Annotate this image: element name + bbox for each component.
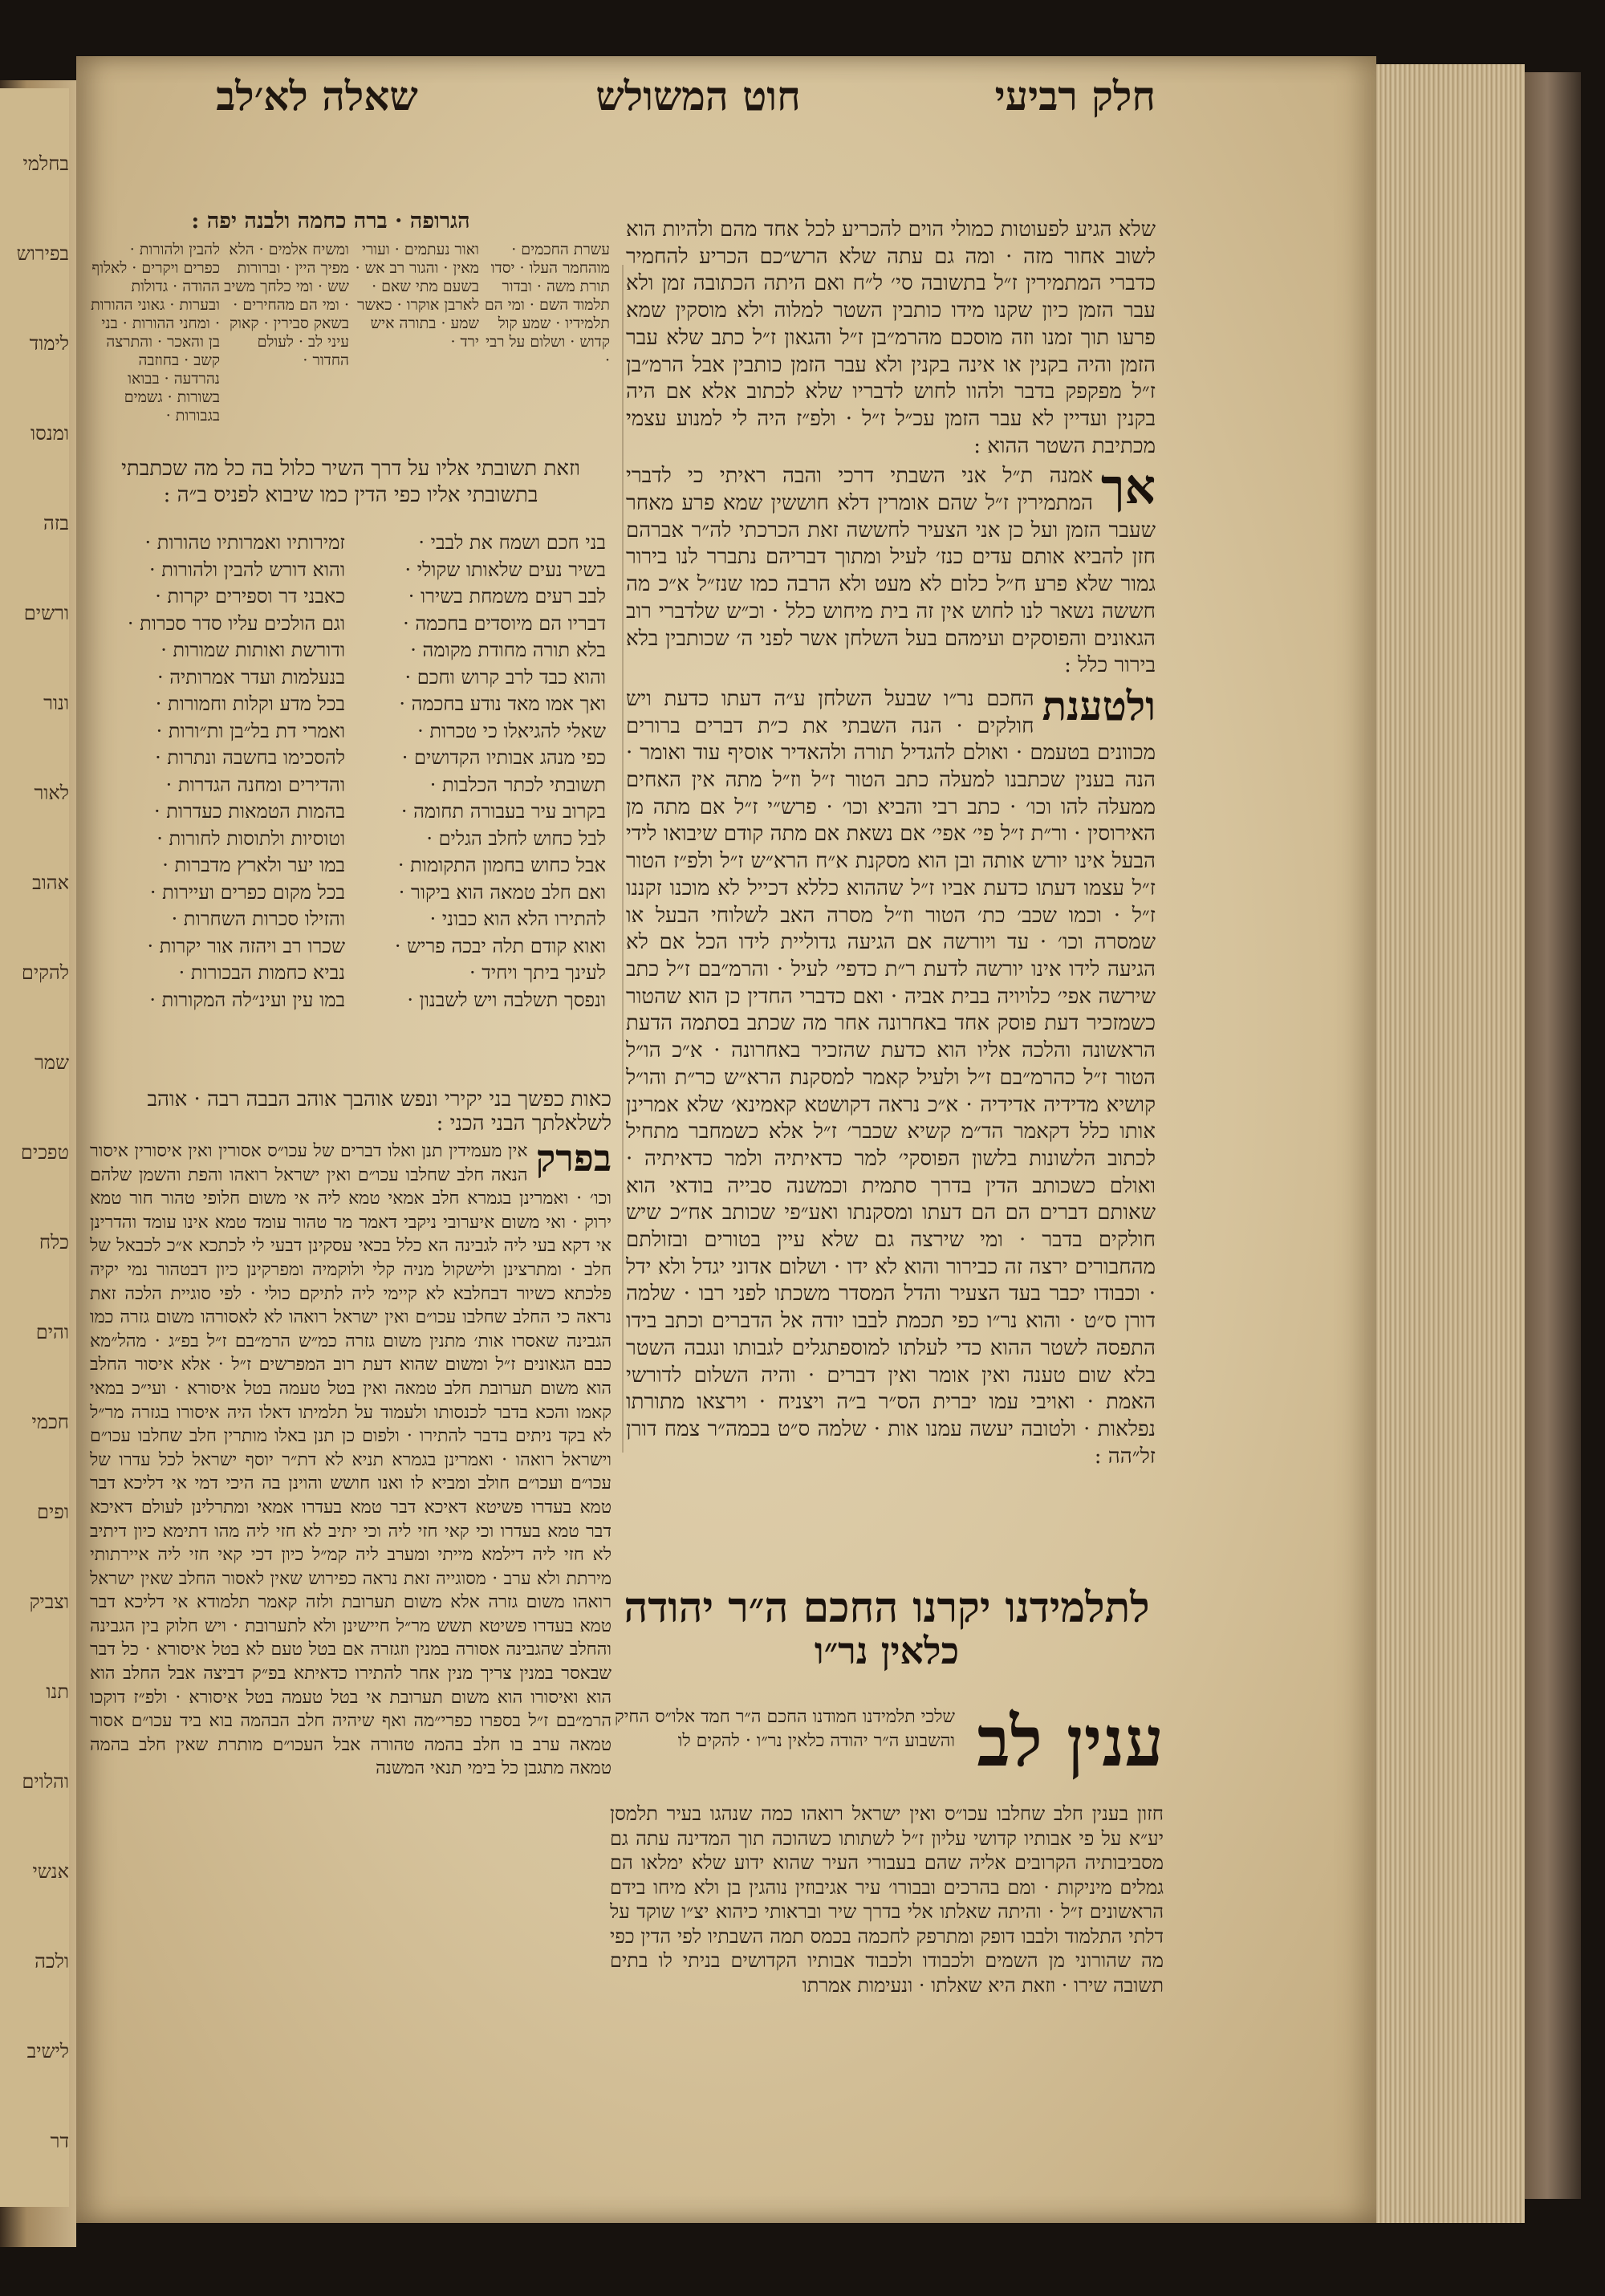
drop-word-bperek: בפרק bbox=[535, 1140, 612, 1180]
poem-line: בהמות הטמאות כעדרות · bbox=[153, 800, 345, 823]
letter-intro: שלכי תלמידנו חמודנו החכם ה״ר חמד אלו״ס החיק והשבוע ה״ר יהודה כלאין נר״ו · להקים לו bbox=[614, 1707, 955, 1751]
poem-line: במו יער ולארץ מדברות · bbox=[162, 854, 345, 876]
left-page-fragment: לימוד bbox=[29, 332, 69, 355]
left-page-fragment: והים bbox=[35, 1321, 69, 1343]
left-page-fragment: ומנסו bbox=[30, 422, 69, 445]
section-title: ענין לב bbox=[977, 1701, 1164, 1782]
left-page-fragment: תנו bbox=[46, 1680, 69, 1703]
column-divider bbox=[622, 265, 624, 1453]
left-body-text: אין מעמידין תנן ואלו דברים של עכו״ס אסורין ואין איסורין איסור הנאה חלב שחלבו עכו״ם ואין ישראל רואהו והפת והשמן שלהם וכו׳ · ואמרינן בגמרא חלב אמאי טמא ליה אי משום חלופי טהור חור טמא ירוק · ואי משום איערובי ניקבי דאמר מר טהור עומד טמא אינו עומד והדרינן אי דקא בעי ליה לגבינה הא כלל בכאי עסקינן דבעי לי לכתכא א״כ לכבאל של חלב · ומתרצינן ולישקול מניה קלי ולוקמיה ומפרקינן כיון דבטהור נמי יקיה פלכתא כשיור דבחלבא לא קיימי ליה לתיקם כולי · לפי סוגיית הלכה זאת נראה כי החלב שחלבו עכו״ם ואין ישראל רואהו לא לאסורהו משום גזרה כמו הגבינה שאסרו אות׳ מתנין משום גזרה כמ״ש הרמ״בם ז״ל בפ״ג · מהל״מא כבם הגאונים ז״ל ומשום שהוא דעת רוב המפרשים ז״ל · אלא איסור החלב הוא משום תערובת חלב טמאה ואין בטל טעמה בטל איסורא · ועי״כ במאי קאמו והכא בדבר לכנסותו ולעמוד על תלמיתו דאלו היה איסורו בגזרה מר״ל לא בקד ניתים בדבר להתירו · ולפום כן תנן באלו מותרין חלב שחלבו עכו״ם וישראל רואהו · ואמרינן בגמרא תניא לא דת״ר יוסף ישראל לכל עדרו של עכו״ם ועכו״ם חולב ומביא לו ואנו חושש והוינן בה היכי דמי אי דליכא דבר טמא בעדרו פשיטא דאיכא דבר טמא בעדרו אמאי ומתרלינן לעולם דאיכא דבר טמא בעדרו וכי קאי חזי ליה וכי יתיב לא חזי ליה מהו דתימא כיון דיתיב לא חזי ליה דילמא מייתי ומערב ליה קמ״ל כיון דכי קאי חזי ליה איירתותי מירתת ולא ערב · מסוגייה זאת נראה כפירוש שאין לאסור החלב שאין ישראל רואהו משום גזרה אלא משום תערובת ולזה קאמר תלמודא אי דליכא דבר טמא בעדרו פשיטא תשש מר״ל חיישינן ולא לתערובת · ויש חלוק בין הגבינה והחלב שהגבינה אסורה במנין וזגזרה אם בטל טעם לא בטל איסורא · כל דבר שבאסר במנין צריך מנין אחר להתירו כדאיתא בפ״ק דביצה אבל החלב הוא הוא ואיסורו הוא משום תערובת אי בטל טעמה בטל איסורא · ולפ״ז דוקכו הרמ״בם ז״ל בספרו כפרי״מה ואף שיהיה חלב הבהמה בוא ביד עכו״ם אסור טמאה ערב בו חלב בהמה טהורה אבל העכו״ם מותרת שאין חלב בהמה טמאה מתגבן כל בימי תנאי המשנה bbox=[90, 1141, 612, 1779]
poem-line: להתירו הלא הוא כבוני · bbox=[429, 908, 606, 930]
poem-line: בנעלמות ועדר אמרותיה · bbox=[156, 665, 345, 689]
poem-line: תשובתי לכתר הכלבות · bbox=[429, 773, 606, 796]
poem-line: כאבני דר וספירים יקרות · bbox=[155, 585, 345, 608]
poem-line: נביא כחמות הבכורות · bbox=[178, 961, 345, 984]
book-cover-edge bbox=[1525, 72, 1581, 2199]
signature-block: ומשיח אלמים · הלא מפיך היין · וברורות שש · ומי כלחך משיב · ומי הם מהחירים · בשאק סבירין · קאוק עיני לב · לעולם החדור · bbox=[224, 241, 349, 369]
poem-line: בקרוב עיר בעבורה תחומה · bbox=[400, 800, 606, 823]
poem-line: זמירותיו ואמרותיו טהורות · bbox=[144, 531, 345, 554]
left-page-fragment: בפירוש bbox=[16, 242, 69, 265]
right-column bbox=[626, 217, 1156, 1501]
left-page-fragment: כלח bbox=[39, 1231, 69, 1254]
poem-heading: הגרופה · ברה כחמה ולבנה יפה : bbox=[191, 209, 470, 234]
left-page-fragment: לאור bbox=[34, 782, 69, 804]
poem-line: ונפסך תשלבה ויש לשבנון · bbox=[407, 988, 606, 1011]
poem-line: במו עין ועינ״לה המקורות · bbox=[149, 988, 345, 1011]
header-question-number: שאלה לא׳לב bbox=[216, 72, 418, 120]
poem-line: בכל מדע וקלות וחמורות · bbox=[155, 693, 345, 715]
header-book-title: חוט המשולש bbox=[595, 72, 801, 120]
left-page-fragment: להקים bbox=[21, 961, 69, 984]
paragraph-2-text: אמנה ת״ל אני השבתי דרכי והבה ראיתי כי לדברי המתמירין ז״ל שהם אומרין דלא חוששין שמא פרע מאחר שעבר הזמן ועל כן אני הצעיר לחששה זאת הכרכתי לה״ר אברהם חזן להביא אותם עדים כנז׳ לעיל ומתוך דבריהם נתברר לנו בירור גמור שלא פרע ח״ל כלום לא מעט ולא הרבה כמו שנז״ל א״כ מה חששה נשאר לנו לחוש אין זה בית מיחוש כלל · וכ״ש שלדברי רוב הגאונים והפוסקים ועימהם בעל השלחן אשר לפני ה׳ שכותבין בלא בירור כלל : bbox=[626, 464, 1156, 678]
poem-line: ואמרי דת בל״בן ות״ורות · bbox=[156, 719, 345, 742]
left-page-fragment: בחלמי bbox=[22, 152, 69, 175]
left-column-body bbox=[90, 1140, 612, 2119]
left-page-fragment: טפכים bbox=[20, 1141, 69, 1164]
poem-line: לבל כחוש לחלב הגלים · bbox=[426, 827, 606, 850]
poem-line: ואוא קודם תלה יבכה פריש · bbox=[394, 934, 606, 957]
letter-text: חזון בענין חלב שחלבו עכו״ס ואין ישראל רואהו כמה שנהגו בעיר תלמסן יע״א על פי אבותיו קדושי עליון ז״ל לשתותו כשהוכה תוך המדינה עתה גם מסביבותיה הקרובים אליה שהם בעבורי העיר שהוא ידוע שלא ימלאו הם גמלים מיניקות · ומם בהרכים ובבורו׳ עיר אגיבוזין נוהגין בן ולא מיחו בידם הראשונים ז״ל · והיתה שאלתו אלי בדרך שיר ובראותי כיהוא יצ״ו שוקד על דלתי התלמוד ולבבו דופק ומתרפק לחכמה בכמס תמה השבתיו לפי הדין כפי מה שהורוני מן השמים ולכבודו ולכבוד אבותיו הקדושים בניתי לו בתים תשובה שירו · וזאת היא שאלתו · ונעימות אמרתו bbox=[610, 1802, 1164, 1997]
left-page-fragment: ולכה bbox=[35, 1950, 69, 1973]
reply-intro: וזאת תשובתי אליו על דרך השיר כלול בה כל מה שכתבתי בתשובתי אליו כפי הדין כמו שיבוא לפניס ב״ה : bbox=[121, 457, 580, 507]
poem-line: אבל כחוש בחמון התקומות · bbox=[397, 854, 606, 876]
drop-word-ach: אך bbox=[1101, 459, 1156, 516]
signature-block: ואור נעתמים · ועורי מאין · והגור רב אש · בשעם מתי שאם · לארבן אוקרו · כאשר שמע · בתורה איש ירד · bbox=[355, 241, 479, 351]
dedication-line-2: כלאין נר״ו bbox=[814, 1629, 960, 1673]
left-page-fragment: לישיב bbox=[26, 2040, 69, 2062]
poem-right-half bbox=[357, 530, 606, 1083]
poem-line: והוא דורש להבין ולהורות · bbox=[149, 558, 345, 581]
left-page-fragment: ופים bbox=[37, 1501, 69, 1523]
poem-line: לעינך ביתך ויחיד · bbox=[469, 961, 606, 984]
signature-grid bbox=[90, 241, 612, 433]
poem-left-half bbox=[96, 530, 345, 1083]
left-page-fragment: דר bbox=[50, 2130, 69, 2152]
poem-line: ודורשת ואותות שמורות · bbox=[160, 639, 345, 661]
left-page-fragment: שמר bbox=[34, 1051, 69, 1074]
right-column-paragraph-2 bbox=[626, 459, 1156, 680]
left-page-fragment: אנשי bbox=[32, 1860, 69, 1883]
right-column-intro: שלא הגיע לפעוטות כמולי הוים להכריע לכל אחד מהם ולהיות הוא לשוב אחור מזה · ומה גם עתה שלא הרש״כם הכריע להחמיר כדברי המתמירין ז״ל בתשובה סי׳ ל״ח ואם היתה הכתובה זמן ולא עבר הזמן כיון שקנו מידו כותבין השטר למלוה ולא מוסקין שמא פרעו תוך זמנו וזה מוסכם מהרמ״בן ז״ל והגאון ז״ל כתב שלא עבר הזמן והיה בקנין או אינה בקנין ולא עבר הזמן כותבין אבל הרמ״בן ז״ל מפקפק בדבר ולהוו לחוש לדבריו שלא לכתוב אלא אם היה בקנין ועדיין לא עבר הזמן עכ״ל ז״ל · ולפ״ז היה לי למנוע עצמי מכתיבת השטר ההוא : bbox=[626, 217, 1156, 458]
right-column-paragraph-3 bbox=[626, 681, 1156, 1470]
header-part: חלק רביעי bbox=[994, 72, 1156, 120]
left-page-fragment: ורשים bbox=[23, 602, 69, 624]
signature-block: להבין ולהורות · כפרים ויקרים · לאלוף ההודה · גדולות ובערות · גאוני ההורות · ומחני ההורות · בני בן והאכר · והתרצה קשב · בחוזבה נהרדעה · בבואו בשורות · גשמים בגבורות · bbox=[91, 241, 220, 425]
poem-line: להסכימו בחשבה ונתרות · bbox=[155, 746, 345, 769]
poem-line: דבריו הם מיוסדים בחכמה · bbox=[403, 612, 606, 635]
poem-line: בכל מקום כפרים ועיירות · bbox=[149, 880, 345, 904]
poem-line: בשיר נעים שלאותו שקולי · bbox=[404, 558, 606, 581]
dedication-line-1: לתלמידנו יקרנו החכם ה״ר יהודה bbox=[624, 1583, 1150, 1632]
left-page-fragment: וצביק bbox=[29, 1591, 69, 1613]
poem-line: והוא כבד לרב קרוש וחכם · bbox=[404, 665, 606, 689]
left-page-fragment: אהוב bbox=[32, 872, 69, 894]
poem-line: ואם חלב טמאה הוא ביקור · bbox=[398, 880, 606, 904]
drop-word-ultaanat: ולטענת bbox=[1042, 681, 1156, 729]
poem-line: כפי מנהג אבותיו הקדושים · bbox=[401, 746, 606, 769]
poem-line: בלא תורה מחודת מקומה · bbox=[410, 639, 606, 661]
poem-line: וגם הולכים עליו סדר סכרות · bbox=[127, 612, 345, 635]
signature-block: עשרת החכמים · מוהחמר העלו · יסדו תורת משה · ובדור תלמוד השם · ומי הם תלמידיו · שמע קול קדוש · ושלום על רבי · bbox=[484, 241, 610, 369]
dedication-heading bbox=[610, 1585, 1164, 1672]
left-page-edge bbox=[0, 88, 69, 2207]
poem-line: בני חכם ושמח את לבבי · bbox=[418, 531, 606, 554]
left-page-fragment: חכמי bbox=[31, 1411, 69, 1433]
poem-line: שאלי להגיאלו כי טכרות · bbox=[417, 719, 606, 742]
poem-line: לבב רעים משמחת בשירו · bbox=[408, 585, 606, 608]
left-page-fragment: ונור bbox=[43, 692, 69, 714]
page-block-edge bbox=[1376, 64, 1525, 2223]
left-page-fragment: בזה bbox=[43, 512, 69, 534]
poem-closing: כאות כפשך בני יקירי ונפש אוהבך אוהב הבבה רבה · אוהב לשלאלתך הבני הכני : bbox=[147, 1087, 612, 1136]
left-page-fragment: והלוים bbox=[22, 1770, 69, 1793]
poem-line: והזילו סכרות השחרות · bbox=[171, 908, 345, 930]
poem-line: ואך אמו מאד נודע בחכמה · bbox=[399, 693, 606, 715]
paragraph-3-text: החכם נר״ו שבעל השלחן ע״ה דעתו כדעת ויש חולקים · הנה השבתי את כ״ת דברים ברורים מכוונים בטעמם · ואולם להגדיל תורה ולהאדיר אוסיף עוד ואומר · הנה בענין שכתבנו למעלה כתב הטור ז״ל וז״ל מתה אין האחים ממעלה להו וכו׳ · כתב רבי והביא וכו׳ · פרש״י ז״ל אם מתה מן האירוסין · ור״ת ז״ל פי׳ אפי׳ אם נשאת אם מתה קודם שיבואו לידי הבעל אינו יורש אותה ובן הוא מסקנת א״ח הרא״ש ז״ל ולפ״ז הטור ז״ל עצמו דעתו כדעת אביו ז״ל שההוא כללא דכייל לא מוכנו זקננו ז״ל · וכמו שכב׳ כת׳ הטור וז״ל מסרה האב לשלוחי הבעל או שמסרה וכו׳ · עד ויורשה אם הגיעה גדוליית לידו הכל אם לא הגיעה לידו אינו יורשה לדעת ר״ת כדפי׳ לעיל · והרמ״בם ז״ל כתב שירשה אפי׳ כלויויה בבית אביה · ואם כדברי החדין כן הוא שהטור כשמזכיר דעת פוסק אחד באחרונה אחר מה שכתב בסתמה הדעת הראשונה והלכה אליו הוא כדעת שהזכיר באחרונה · א״כ הו״ל הטור ז״ל כהרמ״בם ז״ל ולעיל קאמר למסקנת הרא״ש כר״ת והו״ל קושיא מדידיה אדידיה · א״כ נראה דקושטא קאמינא׳ שלא אמרינן אותו כלל דקאמר הד״מ קשיא שכבר׳ ז״ל אלא כשמחבר מתחיל לכתוב הלשונות בלשון הפוסקי׳ למר כדאיתיה ולמר כדאיתיה · ואולם כשכותב הדין בדרך סתמית וכמשנה סבייה בודאי הוא שאותם דברים הם הם דעתו ומסקנתו ואע״פי שכותב אח״כ שיש חולקים בדבר · ומי שירצה גם שלא עיין בטורים ובזולתם מהחבורים ירצה זה כבירור והוא לא ידו · ושלום אדוני יגדל ולא ידל · וכבודו יכבר בעד הצעיר והדל המסדר משכתו לפני רבו · שלמה דורן ס״ט · והוא נר״ו כפי תכמת לבבו יודה אל הדברים וכתב בידו התפסה לשטר ההוא כדי לעלתו למוספתגלים לגבותו ונגבה השטר בלא שום טענה ואין אומר ואין דברים · והיה השלום לדורשי האמת · ואויבי עמו יברית הס״ר ב״ה ויצניח · וירצאו מתורתו נפלאות · ולטובה יעשה עמנו אות · שלמה ס״ט בכמה״ר צמח דורן זל״הה : bbox=[626, 686, 1156, 1469]
poem-line: וטוסיות ולתוסות לחורות · bbox=[156, 827, 345, 850]
poem-line: שכרו רב ויהזה אור יקרות · bbox=[147, 934, 345, 957]
poem-line: והדירים ומחנה הגדרות · bbox=[165, 773, 345, 796]
